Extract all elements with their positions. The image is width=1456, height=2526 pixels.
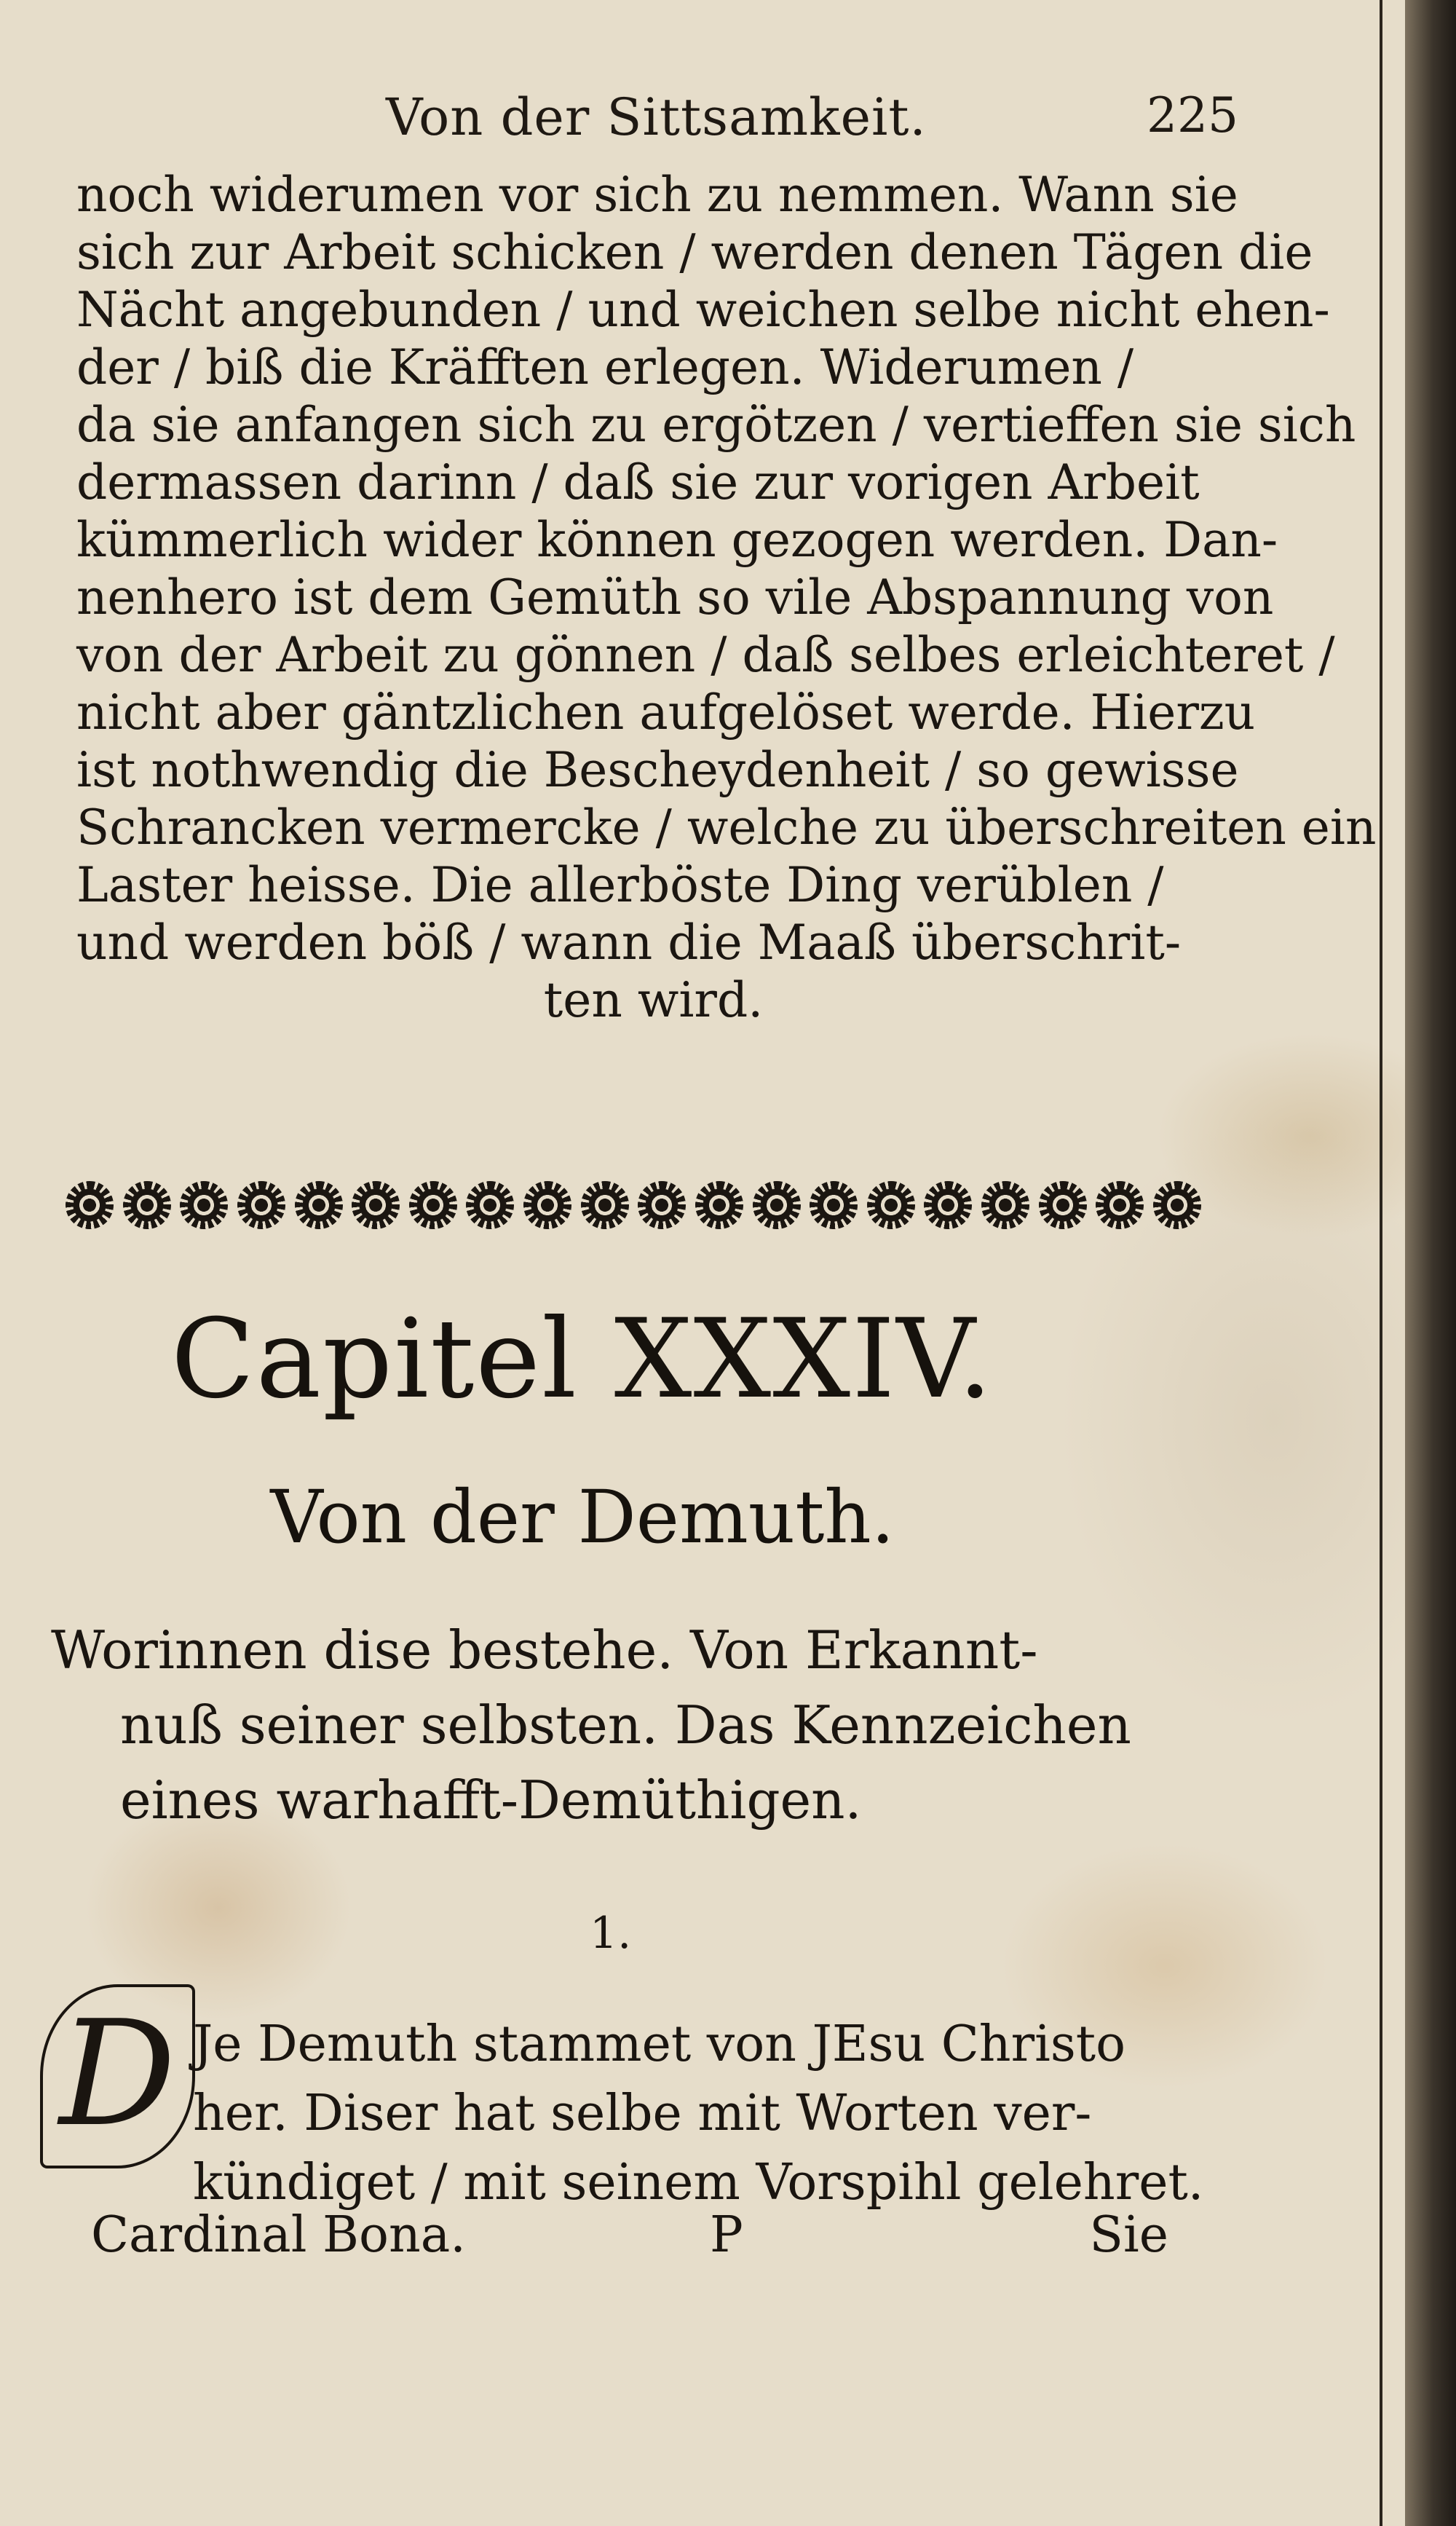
catchword: Sie (1089, 2206, 1168, 2264)
rosette-ornament-icon (123, 1181, 171, 1229)
paragraph-line: Je Demuth stammet von JEsu Christo (193, 2016, 1126, 2073)
footer-citation: Cardinal Bona. (91, 2206, 466, 2264)
rosette-ornament-icon (237, 1181, 285, 1229)
rosette-ornament-icon (810, 1181, 858, 1229)
body-line: sich zur Arbeit schicken / werden denen Tägen die (76, 224, 1313, 280)
rosette-ornament-icon (753, 1181, 801, 1229)
rosette-ornament-icon (352, 1181, 400, 1229)
body-line: dermassen darinn / daß sie zur vorigen Arbeit (76, 454, 1200, 510)
gutter-fold-line (1380, 0, 1382, 2526)
section-number: 1. (590, 1908, 632, 1959)
rosette-ornament-icon (638, 1181, 686, 1229)
rosette-ornament-icon (1039, 1181, 1087, 1229)
signature-mark: P (710, 2206, 743, 2264)
body-line: ist nothwendig die Bescheydenheit / so gewisse (76, 742, 1239, 798)
rosette-ornament-icon (466, 1181, 514, 1229)
body-line: von der Arbeit zu gönnen / daß selbes erleichteret / (76, 627, 1335, 683)
running-head: Von der Sittsamkeit. (386, 87, 927, 147)
book-binding-gutter (1405, 0, 1456, 2526)
page-number: 225 (1147, 87, 1238, 143)
body-line-last: ten wird. (543, 972, 764, 1028)
body-line: Nächt angebunden / und weichen selbe nicht ehen- (76, 282, 1330, 338)
body-line: nicht aber gäntzlichen aufgelöset werde. Hierzu (76, 684, 1256, 741)
rosette-ornament-icon (409, 1181, 457, 1229)
body-text (76, 166, 1377, 1029)
opening-paragraph (193, 2010, 1204, 2217)
body-line: Schrancken vermercke / welche zu überschreiten ein (76, 800, 1377, 856)
rosette-ornament-icon (924, 1181, 972, 1229)
chapter-summary (51, 1613, 1201, 1838)
body-line: der / biß die Kräfften erlegen. Widerumen / (76, 339, 1134, 395)
rosette-ornament-icon (695, 1181, 743, 1229)
rosette-ornament-icon (581, 1181, 629, 1229)
body-line: da sie anfangen sich zu ergötzen / vertieffen sie sich (76, 397, 1356, 453)
drop-cap-initial: D (40, 1984, 195, 2168)
rosette-ornament-icon (1096, 1181, 1144, 1229)
rosette-ornament-icon (66, 1181, 114, 1229)
body-line: und werden böß / wann die Maaß überschrit- (76, 915, 1182, 971)
paragraph-line: kündiget / mit seinem Vorspihl gelehret. (193, 2154, 1204, 2211)
page-footer (91, 2206, 1168, 2272)
body-line: nenhero ist dem Gemüth so vile Abspannung von (76, 569, 1274, 625)
chapter-title: Capitel XXXIV. (170, 1296, 994, 1423)
rosette-ornament-icon (1153, 1181, 1201, 1229)
body-line: kümmerlich wider können gezogen werden. Dan- (76, 512, 1278, 568)
rosette-ornament-icon (180, 1181, 228, 1229)
rosette-ornament-icon (867, 1181, 915, 1229)
rosette-ornament-icon (523, 1181, 571, 1229)
body-line: Laster heisse. Die allerböste Ding verüblen / (76, 857, 1164, 913)
page-header (0, 87, 1409, 153)
ornament-divider (66, 1172, 1201, 1238)
summary-line: nuß seiner selbsten. Das Kennzeichen (120, 1694, 1131, 1756)
rosette-ornament-icon (981, 1181, 1029, 1229)
paragraph-line: her. Diser hat selbe mit Worten ver- (193, 2085, 1092, 2142)
chapter-subtitle: Von der Demuth. (270, 1475, 895, 1560)
summary-line: Worinnen dise bestehe. Von Erkannt- (51, 1619, 1038, 1681)
body-line: noch widerumen vor sich zu nemmen. Wann sie (76, 167, 1238, 223)
summary-line: eines warhafft-Demüthigen. (120, 1769, 862, 1831)
rosette-ornament-icon (295, 1181, 343, 1229)
